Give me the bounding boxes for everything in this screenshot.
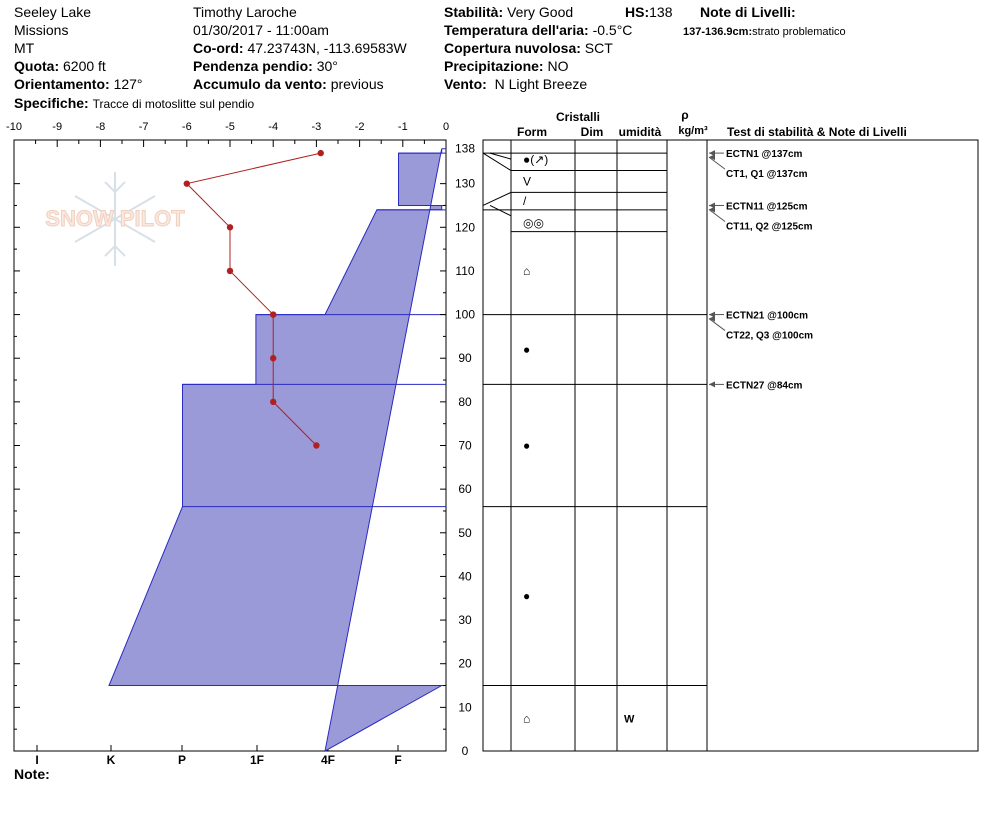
slope-label: Pendenza pendio: xyxy=(193,58,313,74)
temp-tick-label: -3 xyxy=(311,121,322,133)
temp-tick-label: -9 xyxy=(52,121,63,133)
crystal-symbol: / xyxy=(523,194,527,209)
tests-header: Test di stabilità & Note di Livelli xyxy=(727,125,907,139)
height-tick-label: 80 xyxy=(458,394,472,409)
coord-label: Co-ord: xyxy=(193,40,244,56)
crystal-symbol: ●(↗) xyxy=(523,152,549,167)
crystal-symbol: ● xyxy=(523,589,531,604)
temperature-axis xyxy=(6,121,449,147)
height-tick-label: 70 xyxy=(458,438,472,453)
temp-tick-label: -1 xyxy=(397,121,408,133)
location: Seeley Lake xyxy=(14,4,92,20)
elevation-label: Quota: xyxy=(14,58,60,74)
crystal-symbol: ◎◎ xyxy=(523,215,544,230)
coord-value: 47.23743N, -113.69583W xyxy=(247,40,407,56)
temperature-point xyxy=(270,355,276,361)
temp-tick-label: -10 xyxy=(6,121,22,133)
temp-tick-label: 0 xyxy=(442,121,450,133)
test-arrow xyxy=(709,157,725,169)
hardness-tick-label: I xyxy=(35,753,39,767)
form-header: Form xyxy=(517,125,547,139)
layer-note-text: strato problematico xyxy=(752,26,846,38)
temp-tick-label: -4 xyxy=(268,121,279,133)
temp-tick-label: -6 xyxy=(181,121,192,133)
layer-connector xyxy=(483,192,511,205)
hardness-axis xyxy=(35,745,401,767)
hardness-profile xyxy=(109,149,442,751)
layer-connector xyxy=(490,205,511,215)
test-label: ECTN27 @84cm xyxy=(726,380,803,392)
crystal-symbol: ⌂ xyxy=(523,263,531,278)
wind-label: Vento: xyxy=(444,76,487,92)
test-label: ECTN1 @137cm xyxy=(726,149,803,161)
test-label: CT1, Q1 @137cm xyxy=(726,169,808,181)
crystal-symbols xyxy=(523,153,548,726)
wind-value: N Light Breeze xyxy=(494,76,588,92)
height-tick-label: 110 xyxy=(455,263,475,278)
air-temp-label: Temperatura dell'aria: xyxy=(444,22,589,38)
layer-connector xyxy=(490,153,511,159)
height-tick-label: 40 xyxy=(458,569,472,584)
temperature-point xyxy=(270,399,276,405)
range: Missions xyxy=(14,22,69,38)
crystals-header: Cristalli xyxy=(555,110,601,124)
test-arrow xyxy=(709,209,725,221)
height-tick-label: 10 xyxy=(458,700,472,715)
logo-text: SNOW PILOT xyxy=(45,206,185,231)
stability-value: Very Good xyxy=(507,4,574,20)
dim-header: Dim xyxy=(580,125,604,139)
stability-tests xyxy=(709,149,813,391)
crystal-symbol: V xyxy=(523,174,532,189)
temperature-point xyxy=(227,268,233,274)
rho-header: ρ xyxy=(681,108,689,122)
height-tick-label: 120 xyxy=(454,220,476,235)
temperature-point xyxy=(227,224,233,230)
wind-loading-label: Accumulo da vento: xyxy=(193,76,327,92)
height-tick-label: 20 xyxy=(458,656,472,671)
height-tick-label: 0 xyxy=(461,744,469,758)
crystal-symbol: ● xyxy=(523,438,531,453)
notes-label: Note: xyxy=(14,766,50,782)
test-label: ECTN21 @100cm xyxy=(726,310,809,322)
temperature-point xyxy=(270,311,276,317)
moisture-header: umidità xyxy=(618,125,662,139)
datetime: 01/30/2017 - 11:00am xyxy=(193,22,329,38)
hardness-tick-label: 4F xyxy=(320,753,336,767)
specifics-label: Specifiche: xyxy=(14,95,89,111)
temp-tick-label: -7 xyxy=(138,121,149,133)
test-label: CT22, Q3 @100cm xyxy=(726,330,814,342)
height-tick-label: 90 xyxy=(458,351,472,366)
hardness-tick-label: 1F xyxy=(249,753,265,767)
temp-tick-label: -8 xyxy=(95,121,106,133)
state: MT xyxy=(14,40,35,56)
height-tick-label: 138 xyxy=(454,141,476,156)
layer-notes-label: Note di Livelli: xyxy=(700,4,796,20)
hardness-tick-label: P xyxy=(177,753,187,767)
aspect-value: 127° xyxy=(113,76,143,92)
sky-label: Copertura nuvolosa: xyxy=(444,40,581,56)
air-temp-value: -0.5°C xyxy=(592,22,633,38)
specifics-value: Tracce di motoslitte sul pendio xyxy=(92,97,255,111)
layer-connector xyxy=(483,153,511,170)
crystal-symbol: ⌂ xyxy=(523,711,531,726)
observer: Timothy Laroche xyxy=(193,4,297,20)
test-arrowhead xyxy=(709,381,715,387)
test-label: CT11, Q2 @125cm xyxy=(726,221,813,233)
slope-value: 30° xyxy=(316,58,338,74)
temperature-point xyxy=(313,442,319,448)
height-tick-label: 130 xyxy=(454,176,476,191)
layer-note-range: 137-136.9cm: xyxy=(683,26,753,38)
temperature-point xyxy=(318,150,324,156)
height-tick-label: 50 xyxy=(458,525,472,540)
wind-loading-value: previous xyxy=(330,76,384,92)
temp-tick-label: -2 xyxy=(354,121,365,133)
moisture-cells xyxy=(624,713,635,725)
height-tick-label: 30 xyxy=(458,613,472,628)
test-arrow xyxy=(709,319,725,331)
moisture-value: W xyxy=(624,713,635,726)
crystal-symbol: ● xyxy=(523,342,531,357)
hardness-tick-label: K xyxy=(106,753,116,767)
precip-value: NO xyxy=(547,58,569,74)
table-layer-rows xyxy=(483,153,707,685)
hs-label: HS: xyxy=(625,4,650,20)
height-tick-label: 100 xyxy=(454,307,476,322)
temperature-point xyxy=(184,180,190,186)
test-label: ECTN11 @125cm xyxy=(726,201,808,213)
density-header: kg/m³ xyxy=(678,125,708,137)
height-tick-label: 60 xyxy=(458,482,472,497)
layer-connectors xyxy=(483,153,511,216)
elevation-value: 6200 ft xyxy=(63,58,106,74)
snowpilot-logo xyxy=(45,172,185,266)
hardness-tick-label: F xyxy=(394,753,402,767)
temp-tick-label: -5 xyxy=(225,121,235,133)
precip-label: Precipitazione: xyxy=(444,58,544,74)
sky-value: SCT xyxy=(584,40,613,56)
stability-label: Stabilità: xyxy=(444,4,504,20)
hs-value: 138 xyxy=(649,4,673,20)
aspect-label: Orientamento: xyxy=(14,76,110,92)
